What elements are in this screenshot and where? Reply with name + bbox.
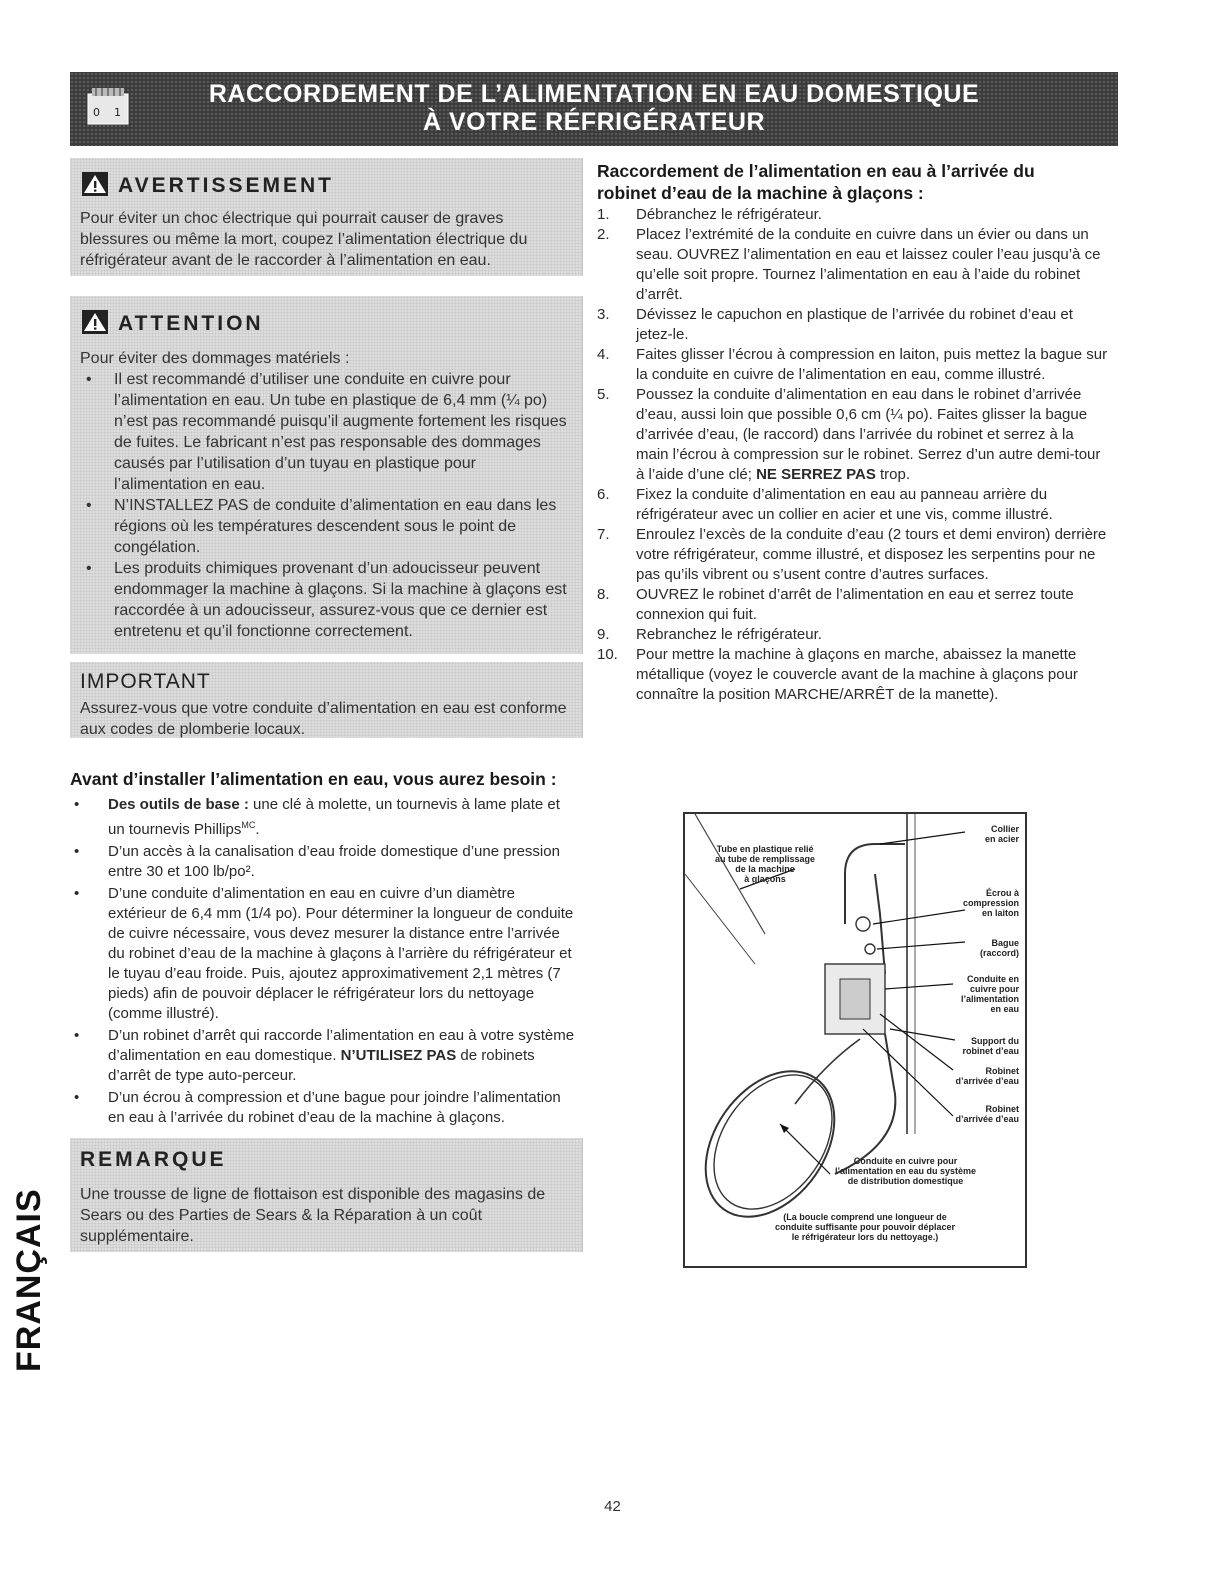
step-bold: NE SERREZ PAS <box>756 466 876 483</box>
note-title: REMARQUE <box>80 1148 227 1171</box>
label-line: Support du <box>971 1036 1019 1046</box>
shutoff-text-end: de robinets d’arrêt de type auto-perceur. <box>108 1047 535 1084</box>
label-conduite <box>961 974 1019 1014</box>
caution-icon <box>82 310 108 334</box>
step-item <box>597 305 1109 345</box>
title-banner <box>70 72 1118 146</box>
step-item <box>597 385 1109 485</box>
label-line: (raccord) <box>979 948 1019 958</box>
step-text-end: trop. <box>880 466 911 483</box>
label-tube <box>715 844 815 884</box>
step-item <box>597 585 1109 625</box>
note-box <box>70 1138 583 1252</box>
caution-item: • N’INSTALLEZ PAS de conduite d’alimentation en eau dans les régions où les températures descendent sous le point de congélation. <box>80 495 570 558</box>
language-tab: FRANÇAIS <box>10 1188 48 1372</box>
important-text: Assurez-vous que votre conduite d’alimentation en eau est conforme aux codes de plomberie locaux. <box>80 700 567 738</box>
caution-intro: Pour éviter des dommages matériels : <box>80 350 350 367</box>
step-number: 1. <box>597 206 610 223</box>
label-line: en laiton <box>981 908 1019 918</box>
water-line-diagram <box>683 812 1027 1268</box>
label-boucle <box>745 1212 985 1242</box>
step-text: Rebranchez le réfrigérateur. <box>636 626 822 643</box>
step-item <box>597 525 1109 585</box>
step-text: Enroulez l’excès de la conduite d’eau (2 tours et demi environ) derrière votre réfrigérateur, comme illustré, et disposez les serpentins pour ne pas qu’ils vibrent ou s’usent contre d’autres surfaces. <box>636 526 1107 583</box>
step-text: Fixez la conduite d’alimentation en eau au panneau arrière du réfrigérateur avec un collier en acier et une vis, comme illustré. <box>636 486 1053 523</box>
step-text: Pour mettre la machine à glaçons en marche, abaissez la manette métallique (voyez le couvercle avant de la machine à glaçons pour connaître la position MARCHE/ARRÊT de la manette). <box>636 646 1078 703</box>
tools-text: une clé à molette, un tournevis à lame plate et un tournevis Phillips <box>108 796 560 838</box>
step-number: 8. <box>597 586 610 603</box>
label-line: Robinet <box>985 1066 1019 1076</box>
shutoff-bold: N’UTILISEZ PAS <box>340 1047 457 1064</box>
step-text: OUVREZ le robinet d’arrêt de l’alimentation en eau et serrez toute connexion qui fuit. <box>636 586 1074 623</box>
label-line: Bague <box>991 938 1019 948</box>
list-item <box>70 795 575 840</box>
label-line: l’alimentation en eau du système <box>835 1166 977 1176</box>
step-item <box>597 645 1109 705</box>
list-item: • D’une conduite d’alimentation en eau en cuivre d’un diamètre extérieur de 6,4 mm (1/4 po). Pour déterminer la longueur de conduite de cuivre nécessaire, vous devez mesurer la distance entre l’arrivée du robinet d’eau de la machine à glaçons à l’arrière du réfrigérateur et le tuyau d’eau froide. Puis, ajoutez approximativement 2,1 mètres (7 pieds) afin de pouvoir déplacer le réfrigérateur lors du nettoyage (comme illustré). <box>70 884 575 1024</box>
label-line: de distribution domestique <box>847 1176 964 1186</box>
svg-text:1: 1 <box>114 106 121 119</box>
label-ecrou <box>963 888 1019 918</box>
label-line: l’alimentation <box>960 994 1019 1004</box>
banner-title-line1: RACCORDEMENT DE L’ALIMENTATION EN EAU DOMESTIQUE <box>208 80 980 108</box>
step-item <box>597 345 1109 385</box>
step-number: 5. <box>597 386 610 403</box>
label-line: de la machine <box>735 864 795 874</box>
label-line: d’arrivée d’eau <box>955 1114 1019 1124</box>
needs-heading: Avant d’installer l’alimentation en eau, vous aurez besoin : <box>70 769 557 789</box>
svg-text:0: 0 <box>93 106 100 119</box>
label-line: Conduite en cuivre pour <box>853 1156 958 1166</box>
label-line: cuivre pour <box>969 984 1019 994</box>
caution-item: • Les produits chimiques provenant d’un adoucisseur peuvent endommager la machine à glaçons. Si la machine à glaçons est raccordée à un adoucisseur, assurez-vous que ce dernier est entretenu et qu’il fonctionne correctement. <box>80 558 570 642</box>
needs-list <box>70 795 575 1130</box>
step-number: 6. <box>597 486 610 503</box>
step-text: Débranchez le réfrigérateur. <box>636 206 822 223</box>
label-line: d’arrivée d’eau <box>955 1076 1019 1086</box>
tools-end: . <box>255 821 260 838</box>
label-line: le réfrigérateur lors du nettoyage.) <box>791 1232 939 1242</box>
label-line: conduite suffisante pour pouvoir déplacer <box>774 1222 956 1232</box>
label-collier <box>985 824 1019 844</box>
list-item <box>70 1026 575 1086</box>
important-box <box>70 662 583 738</box>
label-robinet-1 <box>955 1066 1019 1086</box>
label-line: Tube en plastique relié <box>716 844 814 854</box>
label-line: en acier <box>984 834 1019 844</box>
step-number: 2. <box>597 226 610 243</box>
step-number: 4. <box>597 346 610 363</box>
label-line: (La boucle comprend une longueur de <box>783 1212 947 1222</box>
label-line: à glaçons <box>744 874 786 884</box>
important-title: IMPORTANT <box>80 670 211 693</box>
label-line: Collier <box>990 824 1019 834</box>
tools-label: Des outils de base : <box>108 796 249 813</box>
label-line: Écrou à <box>985 888 1019 898</box>
step-number: 3. <box>597 306 610 323</box>
label-line: Conduite en <box>967 974 1019 984</box>
warning-text: Pour éviter un choc électrique qui pourrait causer de graves blessures ou même la mort, coupez l’alimentation électrique du réfrigérateur avant de le raccorder à l’alimentation en eau. <box>80 210 528 269</box>
warning-box <box>70 158 583 276</box>
step-item <box>597 485 1109 525</box>
caution-text <box>80 348 570 642</box>
step-text: Poussez la conduite d’alimentation en eau dans le robinet d’arrivée d’eau, aussi loin que possible 0,6 cm (¼ po). Faites glisser la bague d’arrivée d’eau, (le raccord) dans l’arrivée du robinet et serrez à la main l’écrou à compression sur le robinet. Serrez d’un autre demi-tour à l’aide d’une clé; <box>636 386 1101 483</box>
label-line: au tube de remplissage <box>715 854 816 864</box>
list-item: • D’un écrou à compression et d’une bague pour joindre l’alimentation en eau à l’arrivée du robinet d’eau de la machine à glaçons. <box>70 1088 575 1128</box>
list-item: • D’un accès à la canalisation d’eau froide domestique d’une pression entre 30 et 100 lb/po². <box>70 842 575 882</box>
label-line: robinet d’eau <box>962 1046 1019 1056</box>
step-item <box>597 205 1109 225</box>
label-robinet-2 <box>955 1104 1019 1124</box>
step-number: 7. <box>597 526 610 543</box>
label-bague <box>980 938 1019 958</box>
label-line: Robinet <box>985 1104 1019 1114</box>
label-line: compression <box>962 898 1019 908</box>
caution-title: ATTENTION <box>118 312 264 335</box>
step-text: Placez l’extrémité de la conduite en cuivre dans un évier ou dans un seau. OUVREZ l’alimentation en eau et laissez couler l’eau jusqu’à ce qu’elle soit propre. Tournez l’alimentation en eau à l’aide du robinet d’arrêt. <box>636 226 1101 303</box>
connection-steps <box>597 205 1109 705</box>
shutoff-text: D’un robinet d’arrêt qui raccorde l’alimentation en eau à votre système d’alimentation en eau domestique. <box>108 1027 575 1064</box>
trademark-sup: MC <box>241 820 256 830</box>
warning-icon <box>82 172 108 196</box>
label-line: en eau <box>990 1004 1019 1014</box>
step-text: Dévissez le capuchon en plastique de l’arrivée du robinet d’eau et jetez-le. <box>636 306 1073 343</box>
step-item <box>597 225 1109 305</box>
caution-box <box>70 296 583 654</box>
step-number: 9. <box>597 626 610 643</box>
step-number: 10. <box>597 646 618 663</box>
caution-item: • Il est recommandé d’utiliser une conduite en cuivre pour l’alimentation en eau. Un tube en plastique de 6,4 mm (¼ po) n’est pas recommandé puisqu’il augmente fortement les risques de fuites. Le fabricant n’est pas responsable des dommages causés par l’utilisation d’un tuyau en plastique pour l’alimentation en eau. <box>80 369 570 495</box>
connection-heading: Raccordement de l’alimentation en eau à l’arrivée du robinet d’eau de la machine à glaçons : <box>597 161 1035 203</box>
step-text: Faites glisser l’écrou à compression en laiton, puis mettez la bague sur la conduite en cuivre de l’alimentation en eau, comme illustré. <box>636 346 1108 383</box>
page-number: 42 <box>604 1498 621 1515</box>
label-conduite-systeme <box>835 1156 976 1186</box>
label-support <box>962 1036 1019 1056</box>
step-item <box>597 625 1109 645</box>
banner-title-line2: À VOTRE RÉFRIGÉRATEUR <box>423 108 765 136</box>
note-text: Une trousse de ligne de flottaison est disponible des magasins de Sears ou des Parties de Sears & la Réparation à un coût supplémentaire. <box>80 1186 546 1245</box>
warning-title: AVERTISSEMENT <box>118 174 334 197</box>
